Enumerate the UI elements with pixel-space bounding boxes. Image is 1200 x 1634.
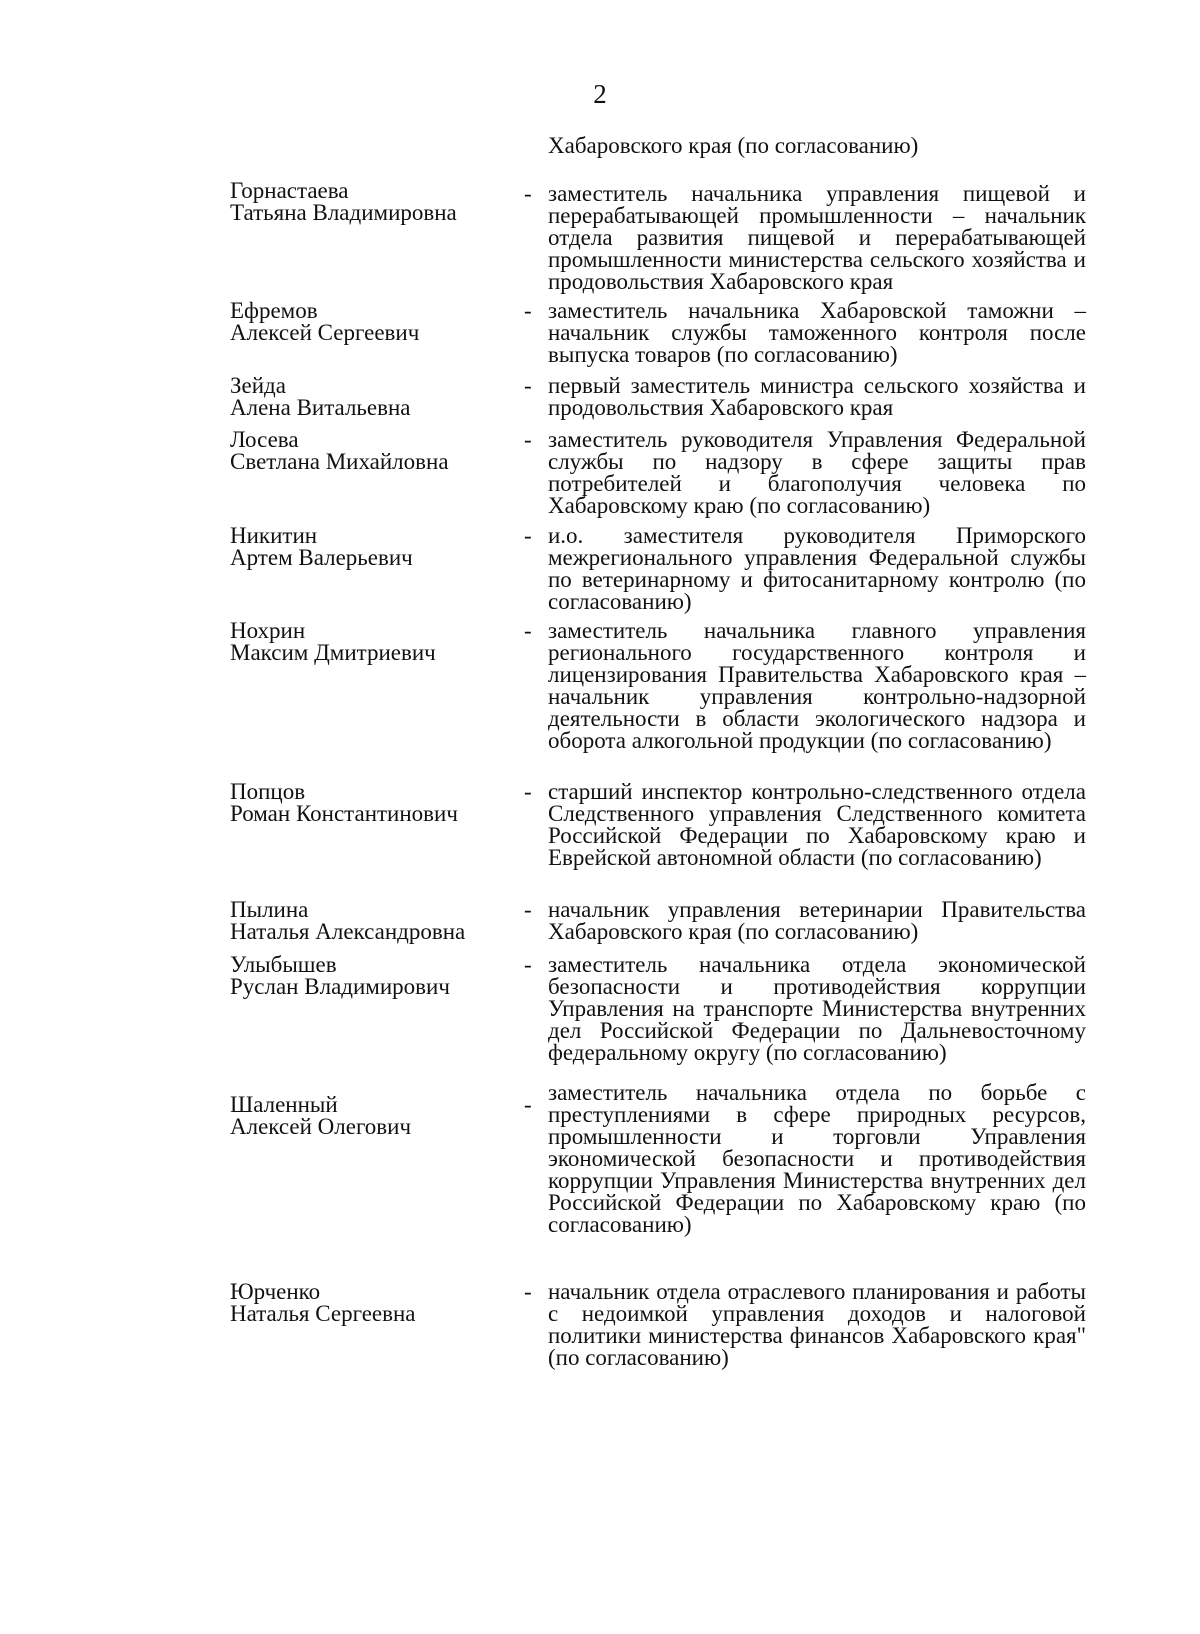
member-surname: Попцов xyxy=(230,779,306,804)
member-position: заместитель начальника Хабаровской таможни – начальник службы таможенного контроля после выпуска товаров (по согласованию) xyxy=(548,298,1086,367)
dash-separator: - xyxy=(524,523,532,548)
member-surname: Зейда xyxy=(230,373,286,398)
member-given-names: Алексей Олегович xyxy=(230,1114,412,1139)
member-given-names: Максим Дмитриевич xyxy=(230,640,436,665)
member-position: заместитель начальника отдела по борьбе с преступлениями в сфере природных ресурсов, промышленности и торговли Управления экономической безопасности и противодействия коррупции Управления Министерства внутренних дел Российской Федерации по Хабаровскому краю (по согласованию) xyxy=(548,1080,1086,1237)
member-position: начальник управления ветеринарии Правительства Хабаровского края (по согласованию) xyxy=(548,897,1086,944)
dash-separator: - xyxy=(524,1279,532,1304)
member-given-names: Татьяна Владимировна xyxy=(230,200,457,225)
member-surname: Улыбышев xyxy=(230,952,337,977)
member-name xyxy=(230,375,520,419)
page-number: 2 xyxy=(593,79,607,109)
member-name xyxy=(230,300,520,344)
member-given-names: Светлана Михайловна xyxy=(230,449,449,474)
member-surname: Пылина xyxy=(230,897,309,922)
member-surname: Ефремов xyxy=(230,298,318,323)
dash-separator: - xyxy=(524,1092,532,1117)
member-surname: Шаленный xyxy=(230,1092,338,1117)
member-name xyxy=(230,899,520,943)
member-surname: Нохрин xyxy=(230,618,306,643)
member-given-names: Артем Валерьевич xyxy=(230,545,413,570)
member-name xyxy=(230,1094,520,1138)
member-given-names: Алена Витальевна xyxy=(230,395,411,420)
member-position: старший инспектор контрольно-следственного отдела Следственного управления Следственного комитета Российской Федерации по Хабаровскому краю и Еврейской автономной области (по согласованию) xyxy=(548,779,1086,870)
member-position: и.о. заместителя руководителя Приморского межрегионального управления Федеральной службы по ветеринарному и фитосанитарному контролю (по согласованию) xyxy=(548,523,1086,614)
dash-separator: - xyxy=(524,181,532,206)
member-surname: Никитин xyxy=(230,523,318,548)
member-given-names: Наталья Сергеевна xyxy=(230,1301,416,1326)
member-name xyxy=(230,180,520,224)
member-surname: Юрченко xyxy=(230,1279,321,1304)
member-name xyxy=(230,620,520,664)
dash-separator: - xyxy=(524,427,532,452)
member-position: заместитель начальника главного управления регионального государственного контроля и лицензирования Правительства Хабаровского края – начальник управления контрольно-надзорной деятельности в области экологического надзора и оборота алкогольной продукции (по согласованию) xyxy=(548,618,1086,753)
member-given-names: Руслан Владимирович xyxy=(230,974,450,999)
member-name xyxy=(230,781,520,825)
member-position: заместитель начальника отдела экономической безопасности и противодействия коррупции Управления на транспорте Министерства внутренних дел Российской Федерации по Дальневосточному федеральному округу (по согласованию) xyxy=(548,952,1086,1065)
member-name xyxy=(230,429,520,473)
member-given-names: Алексей Сергеевич xyxy=(230,320,420,345)
dash-separator: - xyxy=(524,897,532,922)
dash-separator: - xyxy=(524,373,532,398)
member-position: заместитель руководителя Управления Федеральной службы по надзору в сфере защиты прав потребителей и благополучия человека по Хабаровскому краю (по согласованию) xyxy=(548,427,1086,518)
member-given-names: Наталья Александровна xyxy=(230,919,466,944)
member-position: заместитель начальника управления пищевой и перерабатывающей промышленности – начальник отдела развития пищевой и перерабатывающей промышленности министерства сельского хозяйства и продовольствия Хабаровского края xyxy=(548,181,1086,294)
member-name xyxy=(230,954,520,998)
dash-separator: - xyxy=(524,952,532,977)
dash-separator: - xyxy=(524,779,532,804)
dash-separator: - xyxy=(524,298,532,323)
member-surname: Горнастаева xyxy=(230,178,349,203)
continuation-text: Хабаровского края (по согласованию) xyxy=(548,133,919,158)
member-position: начальник отдела отраслевого планирования и работы с недоимкой управления доходов и налоговой политики министерства финансов Хабаровского края" (по согласованию) xyxy=(548,1279,1086,1370)
member-given-names: Роман Константинович xyxy=(230,801,458,826)
member-name xyxy=(230,525,520,569)
member-surname: Лосева xyxy=(230,427,299,452)
dash-separator: - xyxy=(524,618,532,643)
member-name xyxy=(230,1281,520,1325)
member-position: первый заместитель министра сельского хозяйства и продовольствия Хабаровского края xyxy=(548,373,1086,420)
